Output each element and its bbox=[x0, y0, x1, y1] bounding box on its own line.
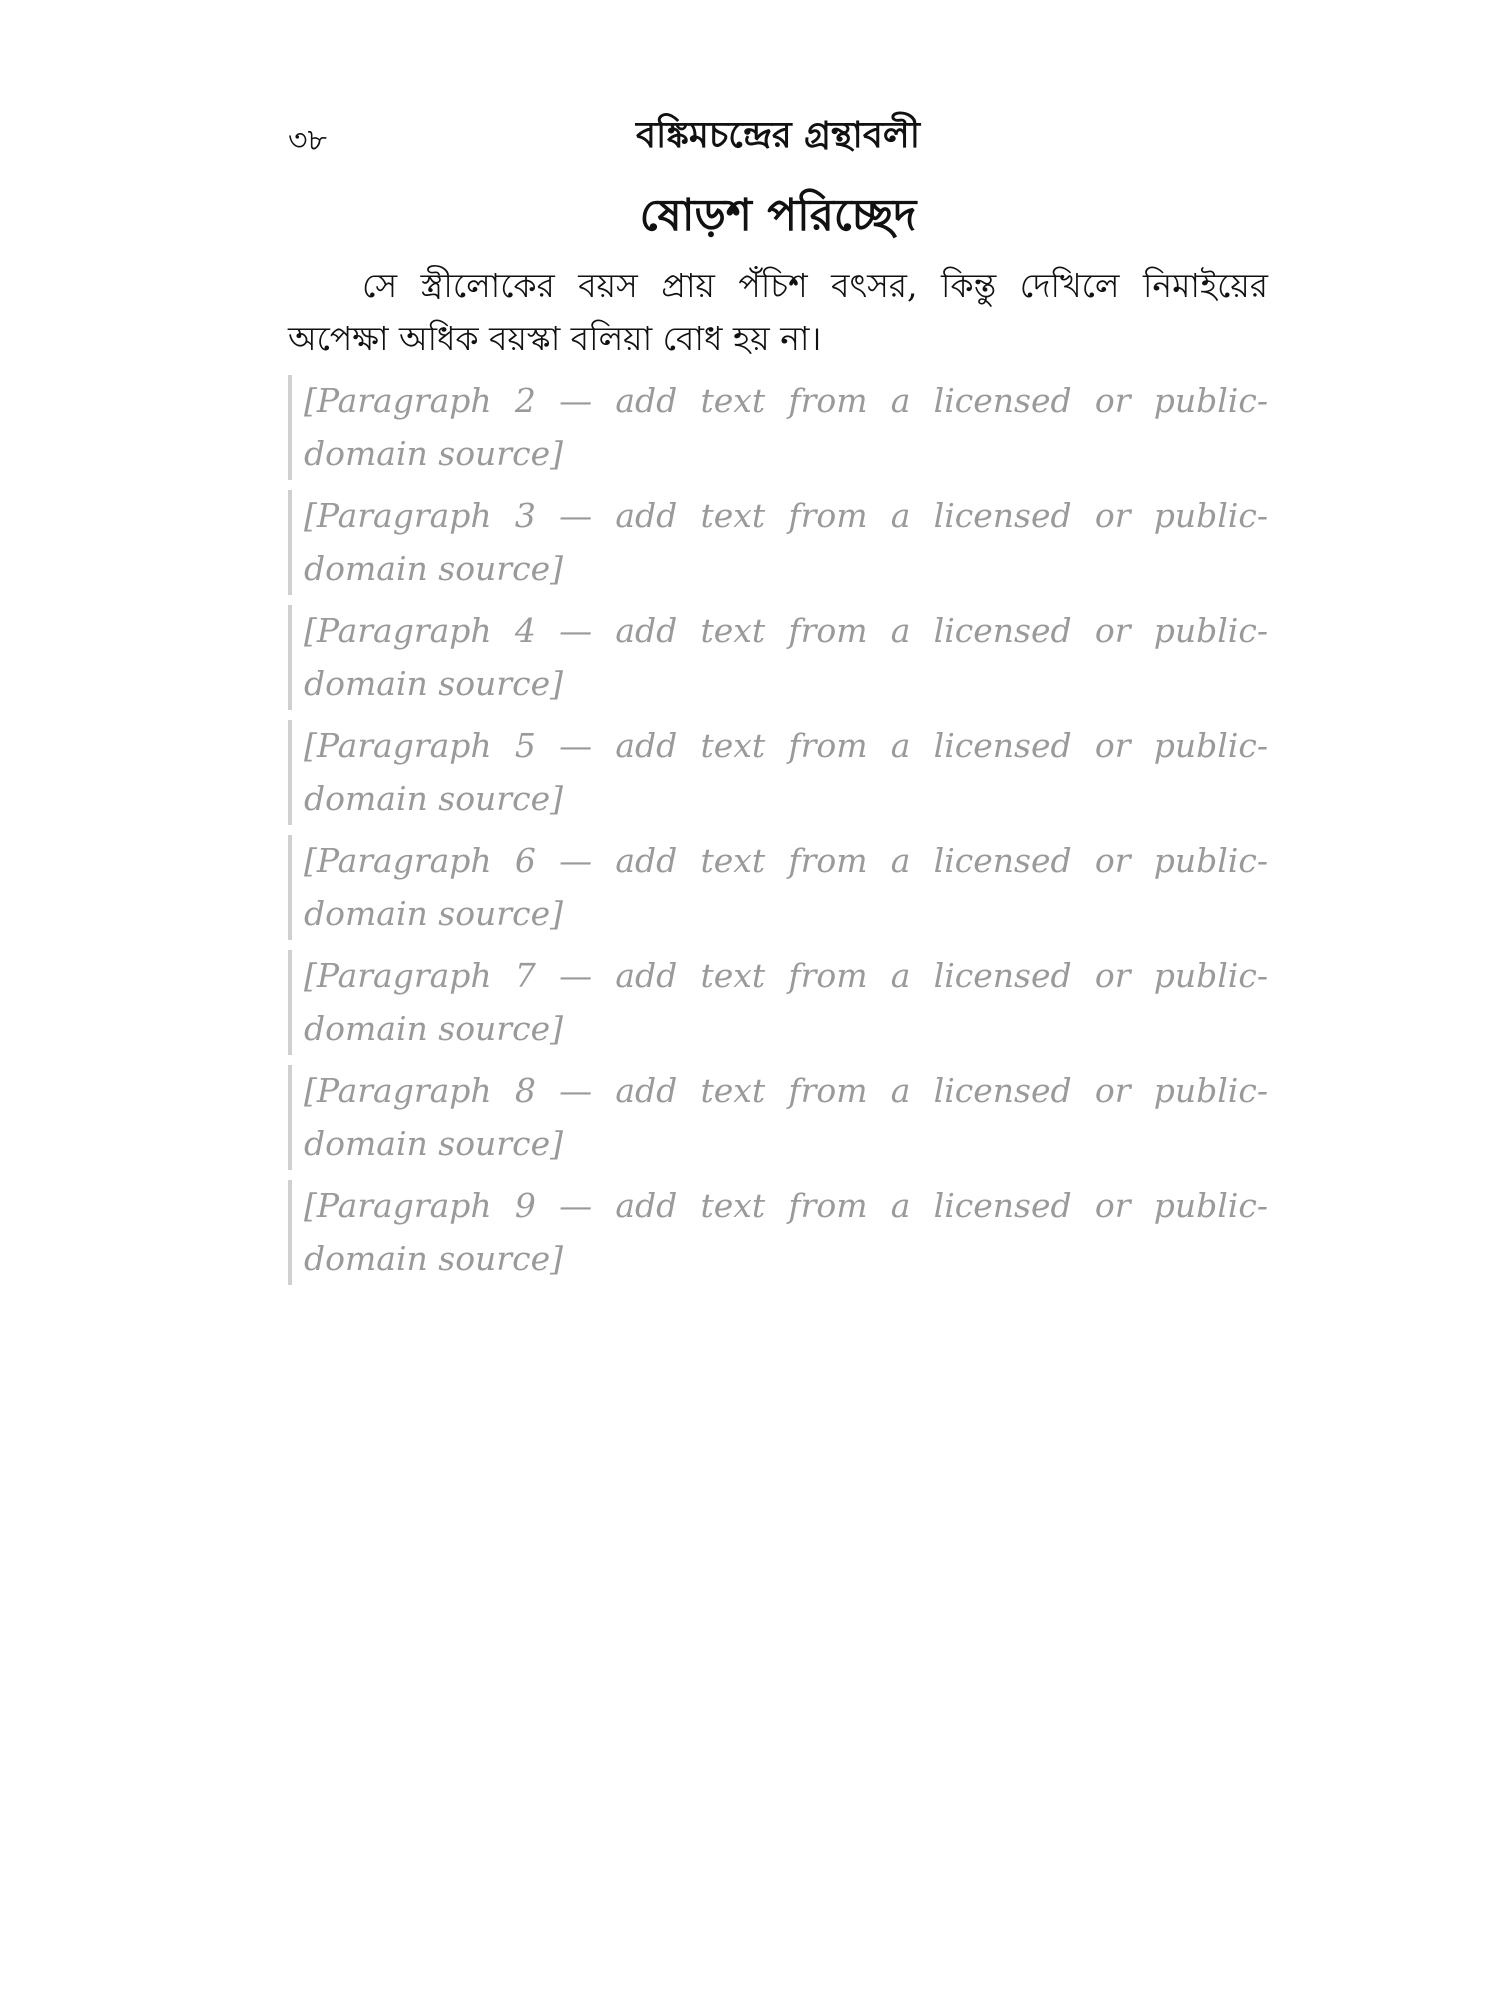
body-text bbox=[288, 260, 1268, 1295]
paragraph-placeholder: [Paragraph 6 — add text from a licensed or public-domain source] bbox=[288, 835, 1268, 940]
paragraph-placeholder: [Paragraph 4 — add text from a licensed or public-domain source] bbox=[288, 605, 1268, 710]
book-title: বঙ্কিমচন্দ্রের গ্রন্থাবলী bbox=[635, 114, 920, 156]
chapter-title: ষোড়শ পরিচ্ছেদ bbox=[639, 190, 917, 241]
paragraph-placeholder: [Paragraph 3 — add text from a licensed or public-domain source] bbox=[288, 490, 1268, 595]
paragraph-placeholder: [Paragraph 7 — add text from a licensed or public-domain source] bbox=[288, 950, 1268, 1055]
paragraph-placeholder: [Paragraph 9 — add text from a licensed or public-domain source] bbox=[288, 1180, 1268, 1285]
page-number: ৩৮ bbox=[288, 123, 327, 158]
paragraph-placeholder: [Paragraph 5 — add text from a licensed or public-domain source] bbox=[288, 720, 1268, 825]
paragraph-placeholder: [Paragraph 8 — add text from a licensed or public-domain source] bbox=[288, 1065, 1268, 1170]
running-header bbox=[288, 108, 1268, 168]
paragraph: সে স্ত্রীলোকের বয়স প্রায় পঁচিশ বৎসর, কিন্তু দেখিলে নিমাইয়ের অপেক্ষা অধিক বয়স্কা বলিয়া বোধ হয় না। bbox=[288, 266, 1268, 358]
paragraph-placeholder: [Paragraph 2 — add text from a licensed or public-domain source] bbox=[288, 375, 1268, 480]
